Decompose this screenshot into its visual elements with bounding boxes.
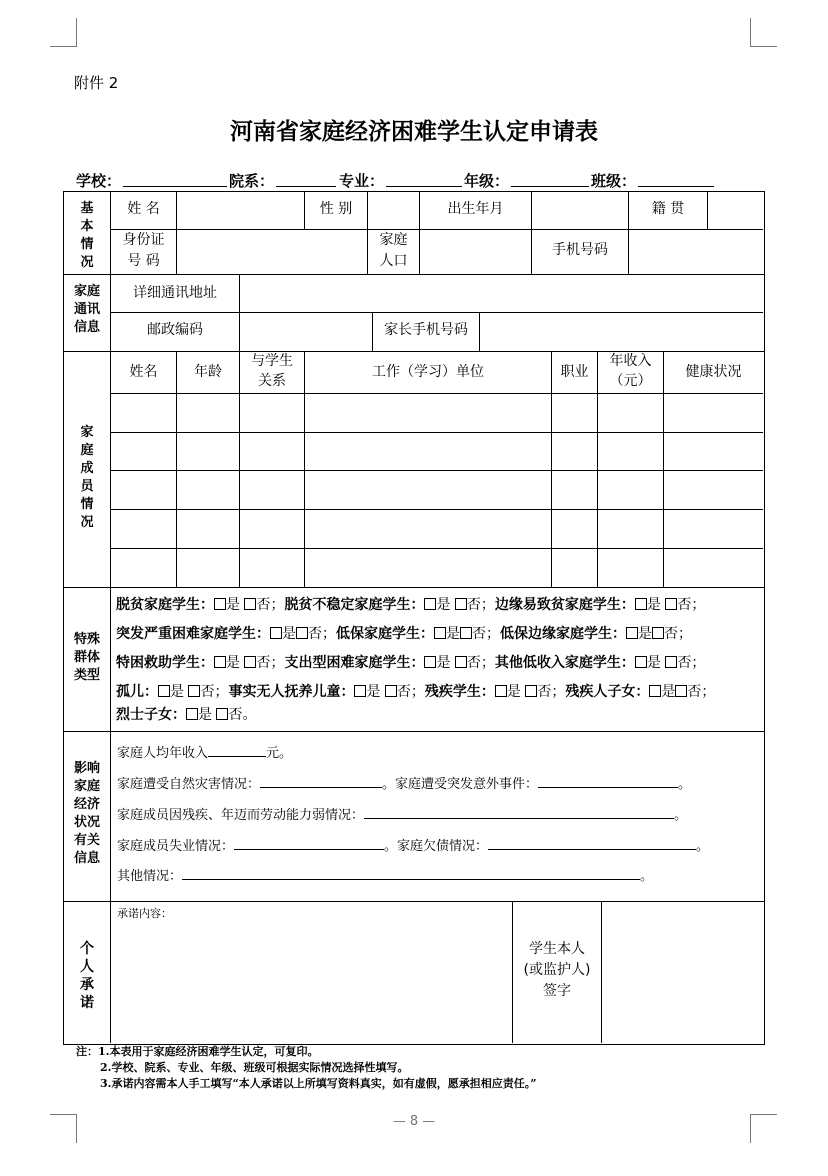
member-work-header: 工作（学习）单位 — [372, 364, 484, 380]
school-label: 学校： — [76, 172, 122, 190]
special-section-label: 特殊群体类型 — [73, 632, 100, 683]
special-line-1: 脱贫家庭学生： 是 否；脱贫不稳定家庭学生： 是 否；边缘易致贫家庭学生： 是 否； — [116, 597, 706, 613]
pledge-section-label: 个人承诺 — [80, 941, 94, 1011]
checkbox-no[interactable] — [244, 598, 256, 610]
department-label: 院系： — [229, 172, 275, 190]
checkbox-yes[interactable] — [635, 656, 647, 668]
major-field[interactable] — [386, 185, 462, 187]
factors-section-label: 影响家庭经济状况有关信息 — [73, 761, 100, 866]
debt-field[interactable] — [488, 836, 696, 850]
special-line-5: 烈士子女： 是 否。 — [116, 707, 257, 723]
checkbox-yes[interactable] — [354, 685, 366, 697]
member-name-header: 姓名 — [129, 364, 158, 380]
checkbox-no[interactable] — [665, 656, 677, 668]
checkbox-no[interactable] — [665, 598, 677, 610]
income-line: 家庭人均年收入 元。 — [117, 743, 292, 763]
checkbox-no[interactable] — [460, 627, 472, 639]
checkbox-yes[interactable] — [424, 598, 436, 610]
special-line-2: 突发严重困难家庭学生： 是 否；低保家庭学生： 是 否；低保边缘家庭学生： 是 否； — [116, 626, 692, 642]
disability-field[interactable] — [364, 805, 674, 819]
members-section-label: 家庭成员情况 — [80, 425, 94, 530]
checkbox-yes[interactable] — [158, 685, 170, 697]
checkbox-yes[interactable] — [626, 627, 638, 639]
crop-mark-top-right — [750, 18, 777, 47]
checkbox-no[interactable] — [455, 598, 467, 610]
disability-line: 家庭成员因残疾、年迈而劳动能力弱情况： 。 — [117, 805, 687, 825]
checkbox-no[interactable] — [525, 685, 537, 697]
other-field[interactable] — [182, 866, 640, 880]
unemployment-field[interactable] — [234, 836, 384, 850]
native-place-label: 籍 贯 — [651, 201, 685, 217]
household-size-label: 家庭 人口 — [379, 232, 408, 269]
address-label: 详细通讯地址 — [133, 285, 217, 301]
checkbox-yes[interactable] — [635, 598, 647, 610]
name-label: 姓 名 — [127, 201, 160, 217]
household-size-field[interactable] — [420, 230, 531, 274]
name-field[interactable] — [177, 192, 304, 229]
member-health-header: 健康状况 — [685, 364, 742, 380]
postcode-label: 邮政编码 — [147, 322, 203, 338]
address-field[interactable] — [240, 275, 763, 312]
parent-phone-field[interactable] — [480, 313, 763, 351]
grade-field[interactable] — [511, 185, 589, 187]
checkbox-yes[interactable] — [649, 685, 661, 697]
department-field[interactable] — [276, 185, 336, 187]
checkbox-no[interactable] — [216, 708, 228, 720]
checkbox-yes[interactable] — [424, 656, 436, 668]
checkbox-yes[interactable] — [270, 627, 282, 639]
gender-field[interactable] — [368, 192, 419, 229]
checkbox-no[interactable] — [652, 627, 664, 639]
member-income-header: 年收入 （元） — [609, 353, 652, 389]
page-number: — 8 — — [392, 1114, 436, 1129]
unemployment-line: 家庭成员失业情况： 。家庭欠债情况： 。 — [117, 836, 709, 856]
special-line-3: 特困救助学生： 是 否；支出型困难家庭学生： 是 否；其他低收入家庭学生： 是 否； — [116, 655, 706, 671]
checkbox-yes[interactable] — [214, 656, 226, 668]
birth-label: 出生年月 — [447, 201, 504, 217]
parent-phone-label: 家长手机号码 — [384, 322, 468, 338]
contact-section-label: 家庭通讯信息 — [73, 284, 100, 335]
pledge-content-field[interactable] — [111, 920, 511, 1042]
attachment-label: 附件 2 — [74, 74, 119, 92]
member-row[interactable] — [111, 433, 763, 470]
class-field[interactable] — [638, 185, 714, 187]
member-row[interactable] — [111, 394, 763, 432]
birth-field[interactable] — [532, 192, 628, 229]
checkbox-yes[interactable] — [214, 598, 226, 610]
major-label: 专业： — [339, 172, 385, 190]
member-row[interactable] — [111, 471, 763, 509]
phone-field[interactable] — [629, 230, 763, 274]
checkbox-no[interactable] — [455, 656, 467, 668]
member-row[interactable] — [111, 549, 763, 587]
class-label: 班级： — [591, 172, 637, 190]
id-number-field[interactable] — [177, 230, 367, 274]
form-title: 河南省家庭经济困难学生认定申请表 — [230, 118, 598, 145]
income-field[interactable] — [208, 743, 266, 757]
member-row[interactable] — [111, 510, 763, 548]
checkbox-yes[interactable] — [434, 627, 446, 639]
checkbox-no[interactable] — [385, 685, 397, 697]
signature-label: 学生本人 (或监护人) 签字 — [523, 941, 591, 999]
signature-field[interactable] — [602, 902, 763, 1043]
member-relation-header: 与学生 关系 — [251, 353, 293, 389]
checkbox-no[interactable] — [244, 656, 256, 668]
member-age-header: 年龄 — [194, 364, 222, 380]
checkbox-no[interactable] — [675, 685, 687, 697]
note-3: 3.承诺内容需本人手工填写“本人承诺以上所填写资料真实，如有虚假，愿承担相应责任。” — [100, 1077, 537, 1090]
native-place-field[interactable] — [708, 192, 763, 229]
other-line: 其他情况： 。 — [117, 866, 653, 886]
id-number-label: 身份证 号 码 — [122, 232, 165, 269]
pledge-content-label: 承诺内容： — [117, 907, 172, 920]
postcode-field[interactable] — [240, 313, 372, 351]
note-2: 2.学校、院系、专业、年级、班级可根据实际情况选择性填写。 — [100, 1061, 409, 1074]
note-1: 注：1.本表用于家庭经济困难学生认定，可复印。 — [76, 1045, 319, 1058]
member-job-header: 职业 — [560, 364, 589, 380]
grade-label: 年级： — [464, 172, 510, 190]
gender-label: 性 别 — [319, 201, 353, 217]
checkbox-no[interactable] — [188, 685, 200, 697]
special-line-4: 孤儿： 是 否；事实无人抚养儿童： 是 否；残疾学生： 是 否；残疾人子女： 是 否； — [116, 684, 716, 700]
disaster-field[interactable] — [260, 774, 382, 788]
disaster-line: 家庭遭受自然灾害情况： 。家庭遭受突发意外事件： 。 — [117, 774, 691, 794]
accident-field[interactable] — [538, 774, 678, 788]
phone-label: 手机号码 — [552, 242, 608, 258]
checkbox-yes[interactable] — [495, 685, 507, 697]
school-field[interactable] — [123, 185, 227, 187]
crop-mark-top-left — [50, 18, 77, 47]
checkbox-no[interactable] — [296, 627, 308, 639]
basic-section-label: 基本情况 — [80, 201, 94, 270]
checkbox-yes[interactable] — [186, 708, 198, 720]
